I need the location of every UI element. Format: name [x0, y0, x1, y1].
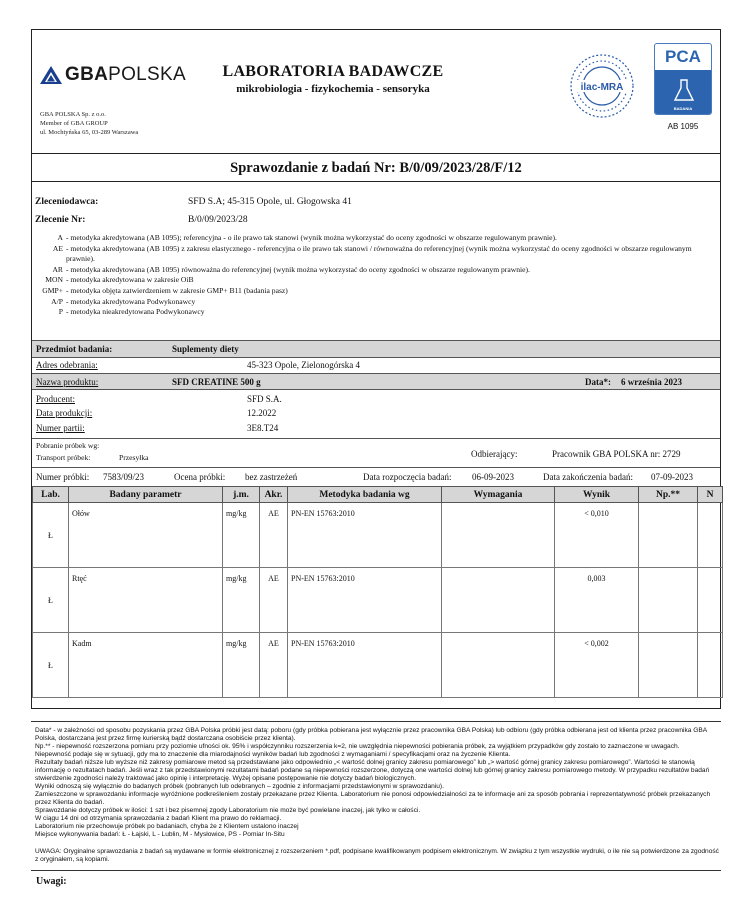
- start-date-label: Data rozpoczęcia badań:: [363, 472, 452, 482]
- lab-title: LABORATORIA BADAWCZE: [222, 63, 444, 80]
- legend-item: MON - metodyka akredytowana w zakresie OiB: [45, 275, 194, 285]
- footnote: Wyniki odnoszą się wyłącznie do badanych próbek (pobranych lub odebranych – zgodnie z informacjami przedstawionymi w sprawozdaniu).: [35, 783, 444, 790]
- footnote: Rezultaty badań niższe lub wyższe niż zakresy pomiarowe metod są przedstawiane jako odpowiednio „< wartość dolnej granicy zakresu pomiarowego” lub „> wartość górnej granicy zakresu pomiarowego”. Wartości te stanowią informację o rezultatach badań. Jeśli wraz z tak przedstawionymi rezultatami badań podane są niepewności rozszerzone, dotyczą one wartości dolnej lub górnej granicy zakresu pomiarowego metody. W przypadku rezultatów badań stwierdzenie zgodności należy traktować jako opinię i interpretację. Wyżej opisane postępowanie nie dotyczy badań biologicznych.: [35, 759, 710, 782]
- company-line: ul. Mochtyńska 65, 03-289 Warszawa: [40, 129, 139, 136]
- table-row: [33, 568, 723, 633]
- receiver-label: Odbierający:: [471, 449, 518, 459]
- order-label: Zlecenie Nr:: [35, 215, 86, 225]
- transport-value: Przesyłka: [119, 453, 149, 462]
- order-value: B/0/09/2023/28: [188, 215, 248, 225]
- footnote: Sprawozdanie dotyczy próbek w ilości: 1 szt i bez pisemnej zgody Laboratorium nie może być powielane inaczej, jak tylko w całości.: [35, 807, 421, 814]
- col-header: Akr.: [260, 487, 288, 503]
- cell-param: Ołów: [69, 503, 223, 568]
- sample-info-row: [32, 467, 720, 486]
- sampling-rows: [32, 438, 720, 466]
- footnote: Np.** - niepewność rozszerzona pomiaru przy poziomie ufności ok. 95% i współczynniku rozszerzenia k=2, nie uwzględnia niepewności pobierania próbek, za wyjątkiem przypadków gdy zostało to zaznaczone w uwagach.: [35, 743, 680, 750]
- col-header: Lab.: [33, 487, 69, 503]
- receiver-value: Pracownik GBA POLSKA nr: 2729: [552, 449, 681, 459]
- report-title: Sprawozdanie z badań Nr: B/0/09/2023/28/F/12: [32, 154, 720, 182]
- cell-unit: mg/kg: [223, 633, 260, 698]
- client-info: [35, 193, 352, 229]
- date-value: 6 września 2023: [621, 377, 682, 387]
- cell-n: [698, 568, 723, 633]
- cell-method: PN-EN 15763:2010: [288, 503, 442, 568]
- legend-item: A - metodyka akredytowana (AB 1095); referencyjna - o ile prawo tak stanowi (wynik można wykorzystać do oceny zgodności w obszarze regulowanym prawnie).: [57, 233, 557, 242]
- sample-number-value: 7583/09/23: [103, 472, 145, 482]
- cell-n: [698, 503, 723, 568]
- start-date-value: 06-09-2023: [472, 472, 514, 482]
- original-notice: UWAGA: Oryginalne sprawozdania z badań są wydawane w formie elektronicznej z rozszerzeniem *.pdf, podpisane kwalifikowanym podpisem elektronicznym. W związku z tym wszystkie wydruki, o ile nie są potwierdzone za zgodność z oryginałem, są kopiami.: [35, 848, 719, 863]
- producer-value: SFD S.A.: [247, 394, 282, 404]
- legend-item: P - metodyka nieakredytowana Podwykonawcy: [58, 307, 205, 317]
- legend-item: AR - metodyka akredytowana (AB 1095) równoważna do referencyjnej (wynik można wykorzystać do oceny zgodności w obszarze regulowanym prawnie).: [52, 264, 530, 274]
- cell-req: [442, 503, 555, 568]
- footnote: Laboratorium nie przechowuje próbek po badaniach, chyba że z Klientem ustalono inaczej: [35, 823, 299, 830]
- sample-evaluation-value: bez zastrzeżeń: [245, 472, 298, 482]
- production-date-label: Data produkcji:: [36, 408, 93, 418]
- legend-item: AE - metodyka akredytowana (AB 1095) z zakresu elastycznego - referencyjna o ile prawo tak stanowi / równoważna do referencyjnej (wynik można wykorzystać do oceny zgodności w obszarze regulowanym prawnie).: [52, 243, 692, 264]
- product-label: Nazwa produktu:: [36, 377, 99, 387]
- cell-np: [639, 503, 698, 568]
- cell-np: [639, 568, 698, 633]
- accreditation-number: AB 1095: [667, 122, 699, 131]
- pca-badania: BADANIA: [673, 106, 693, 111]
- col-header: Badany parametr: [69, 487, 223, 503]
- ilac-mra-logo: [568, 52, 636, 120]
- legend-item: GMP+ - metodyka objęta zatwierdzeniem w zakresie GMP+ B11 (badania pasz): [42, 285, 288, 295]
- cell-akr: AE: [260, 503, 288, 568]
- company-line: Member of GBA GROUP: [40, 120, 108, 127]
- cell-result: < 0,010: [555, 503, 639, 568]
- cell-lab: Ł: [33, 503, 69, 568]
- report-header: [32, 30, 720, 154]
- footnote: W ciągu 14 dni od otrzymania sprawozdania z badań Klient ma prawo do reklamacji.: [35, 815, 282, 822]
- product-bar: [32, 373, 720, 390]
- product-value: SFD CREATINE 500 g: [172, 377, 261, 387]
- cell-req: [442, 633, 555, 698]
- col-header: Np.**: [639, 487, 698, 503]
- footnote: Miejsce wykonywania badań: Ł - Łajski, L - Lublin, M - Mysłowice, PS - Pomiar In-Situ: [35, 831, 285, 838]
- sampling-label: Pobranie próbek wg:: [36, 441, 100, 450]
- subject-value: Suplementy diety: [172, 344, 239, 354]
- cell-lab: Ł: [33, 568, 69, 633]
- col-header: Wymagania: [442, 487, 555, 503]
- remarks-divider: [31, 870, 721, 871]
- sample-number-label: Numer próbki:: [36, 472, 90, 482]
- results-table: [32, 486, 723, 698]
- table-row: [33, 633, 723, 698]
- sample-evaluation-label: Ocena próbki:: [174, 472, 226, 482]
- client-value: SFD S.A; 45-315 Opole, ul. Głogowska 41: [188, 197, 352, 207]
- footnote: Zamieszczone w sprawozdaniu informacje wyróżnione podkreśleniem zostały przekazane przez Klienta. Laboratorium nie ponosi odpowiedzialności za te informacje ani za sposób pobrania i reprezentatywność próbek przekazanych przez Klienta do badań.: [35, 791, 711, 806]
- cell-lab: Ł: [33, 633, 69, 698]
- report-frame: [31, 29, 721, 709]
- cell-akr: AE: [260, 568, 288, 633]
- end-date-label: Data zakończenia badań:: [543, 472, 633, 482]
- legend-item: A/P - metodyka akredytowana Podwykonawcy: [51, 296, 196, 306]
- producer-label: Producent:: [36, 394, 75, 404]
- footnotes: [35, 727, 721, 839]
- subject-label: Przedmiot badania:: [36, 344, 113, 354]
- col-header: j.m.: [223, 487, 260, 503]
- company-line: GBA POLSKA Sp. z o.o.: [40, 111, 106, 118]
- remarks-label: Uwagi:: [36, 876, 67, 887]
- cell-akr: AE: [260, 633, 288, 698]
- col-header: N: [698, 487, 723, 503]
- gba-triangle-icon: [40, 66, 62, 84]
- gba-brand: GBAPOLSKA: [65, 64, 186, 85]
- cell-result: 0,003: [555, 568, 639, 633]
- ilac-text: ilac-MRA: [580, 82, 624, 93]
- lab-subtitle: mikrobiologia - fizykochemia - sensoryka: [236, 83, 430, 95]
- footnote: Niepewność podaje się w sytuacji, gdy ma to znaczenie dla miarodajności wyników badań lub zgodności z wymaganiami / specyfikacjami oraz na życzenie Klienta.: [35, 751, 511, 758]
- results-header-row: [33, 487, 723, 503]
- col-header: Metodyka badania wg: [288, 487, 442, 503]
- production-date-value: 12.2022: [247, 408, 277, 418]
- col-header: Wynik: [555, 487, 639, 503]
- pca-text: PCA: [665, 47, 701, 66]
- pca-logo: [654, 43, 712, 115]
- gba-logo: [40, 64, 186, 86]
- cell-n: [698, 633, 723, 698]
- table-row: [33, 503, 723, 568]
- transport-label: Transport próbek:: [36, 453, 91, 462]
- cell-param: Kadm: [69, 633, 223, 698]
- footer-divider: [31, 721, 721, 722]
- cell-result: < 0,002: [555, 633, 639, 698]
- footnote: Data* - w zależności od sposobu pozyskania przez GBA Polska próbki jest datą: poboru (gdy próbka pobierana jest wyłącznie przez pracownika GBA Polska) lub odbioru (gdy próbka odbierana jest od klienta przez pracownika GBA Polska, dostarczana jest przez firmę kurierską bądź dostarczana osobiście przez klienta).: [35, 727, 707, 742]
- batch-value: 3E8.T24: [247, 423, 279, 433]
- subject-header-bar: [32, 340, 720, 358]
- pca-blue-block: [655, 70, 711, 114]
- method-legend: [32, 233, 720, 318]
- address-row: [32, 358, 720, 373]
- cell-method: PN-EN 15763:2010: [288, 633, 442, 698]
- company-address: [40, 110, 138, 137]
- producer-rows: [32, 394, 720, 438]
- cell-req: [442, 568, 555, 633]
- date-label: Data*:: [585, 377, 611, 387]
- cell-method: PN-EN 15763:2010: [288, 568, 442, 633]
- cell-unit: mg/kg: [223, 503, 260, 568]
- cell-np: [639, 633, 698, 698]
- end-date-value: 07-09-2023: [651, 472, 693, 482]
- cell-param: Rtęć: [69, 568, 223, 633]
- address-label: Adres odebrania:: [36, 360, 98, 370]
- address-value: 45-323 Opole, Zielonogórska 4: [247, 360, 360, 370]
- cell-unit: mg/kg: [223, 568, 260, 633]
- client-label: Zleceniodawca:: [35, 197, 99, 207]
- batch-label: Numer partii:: [36, 423, 85, 433]
